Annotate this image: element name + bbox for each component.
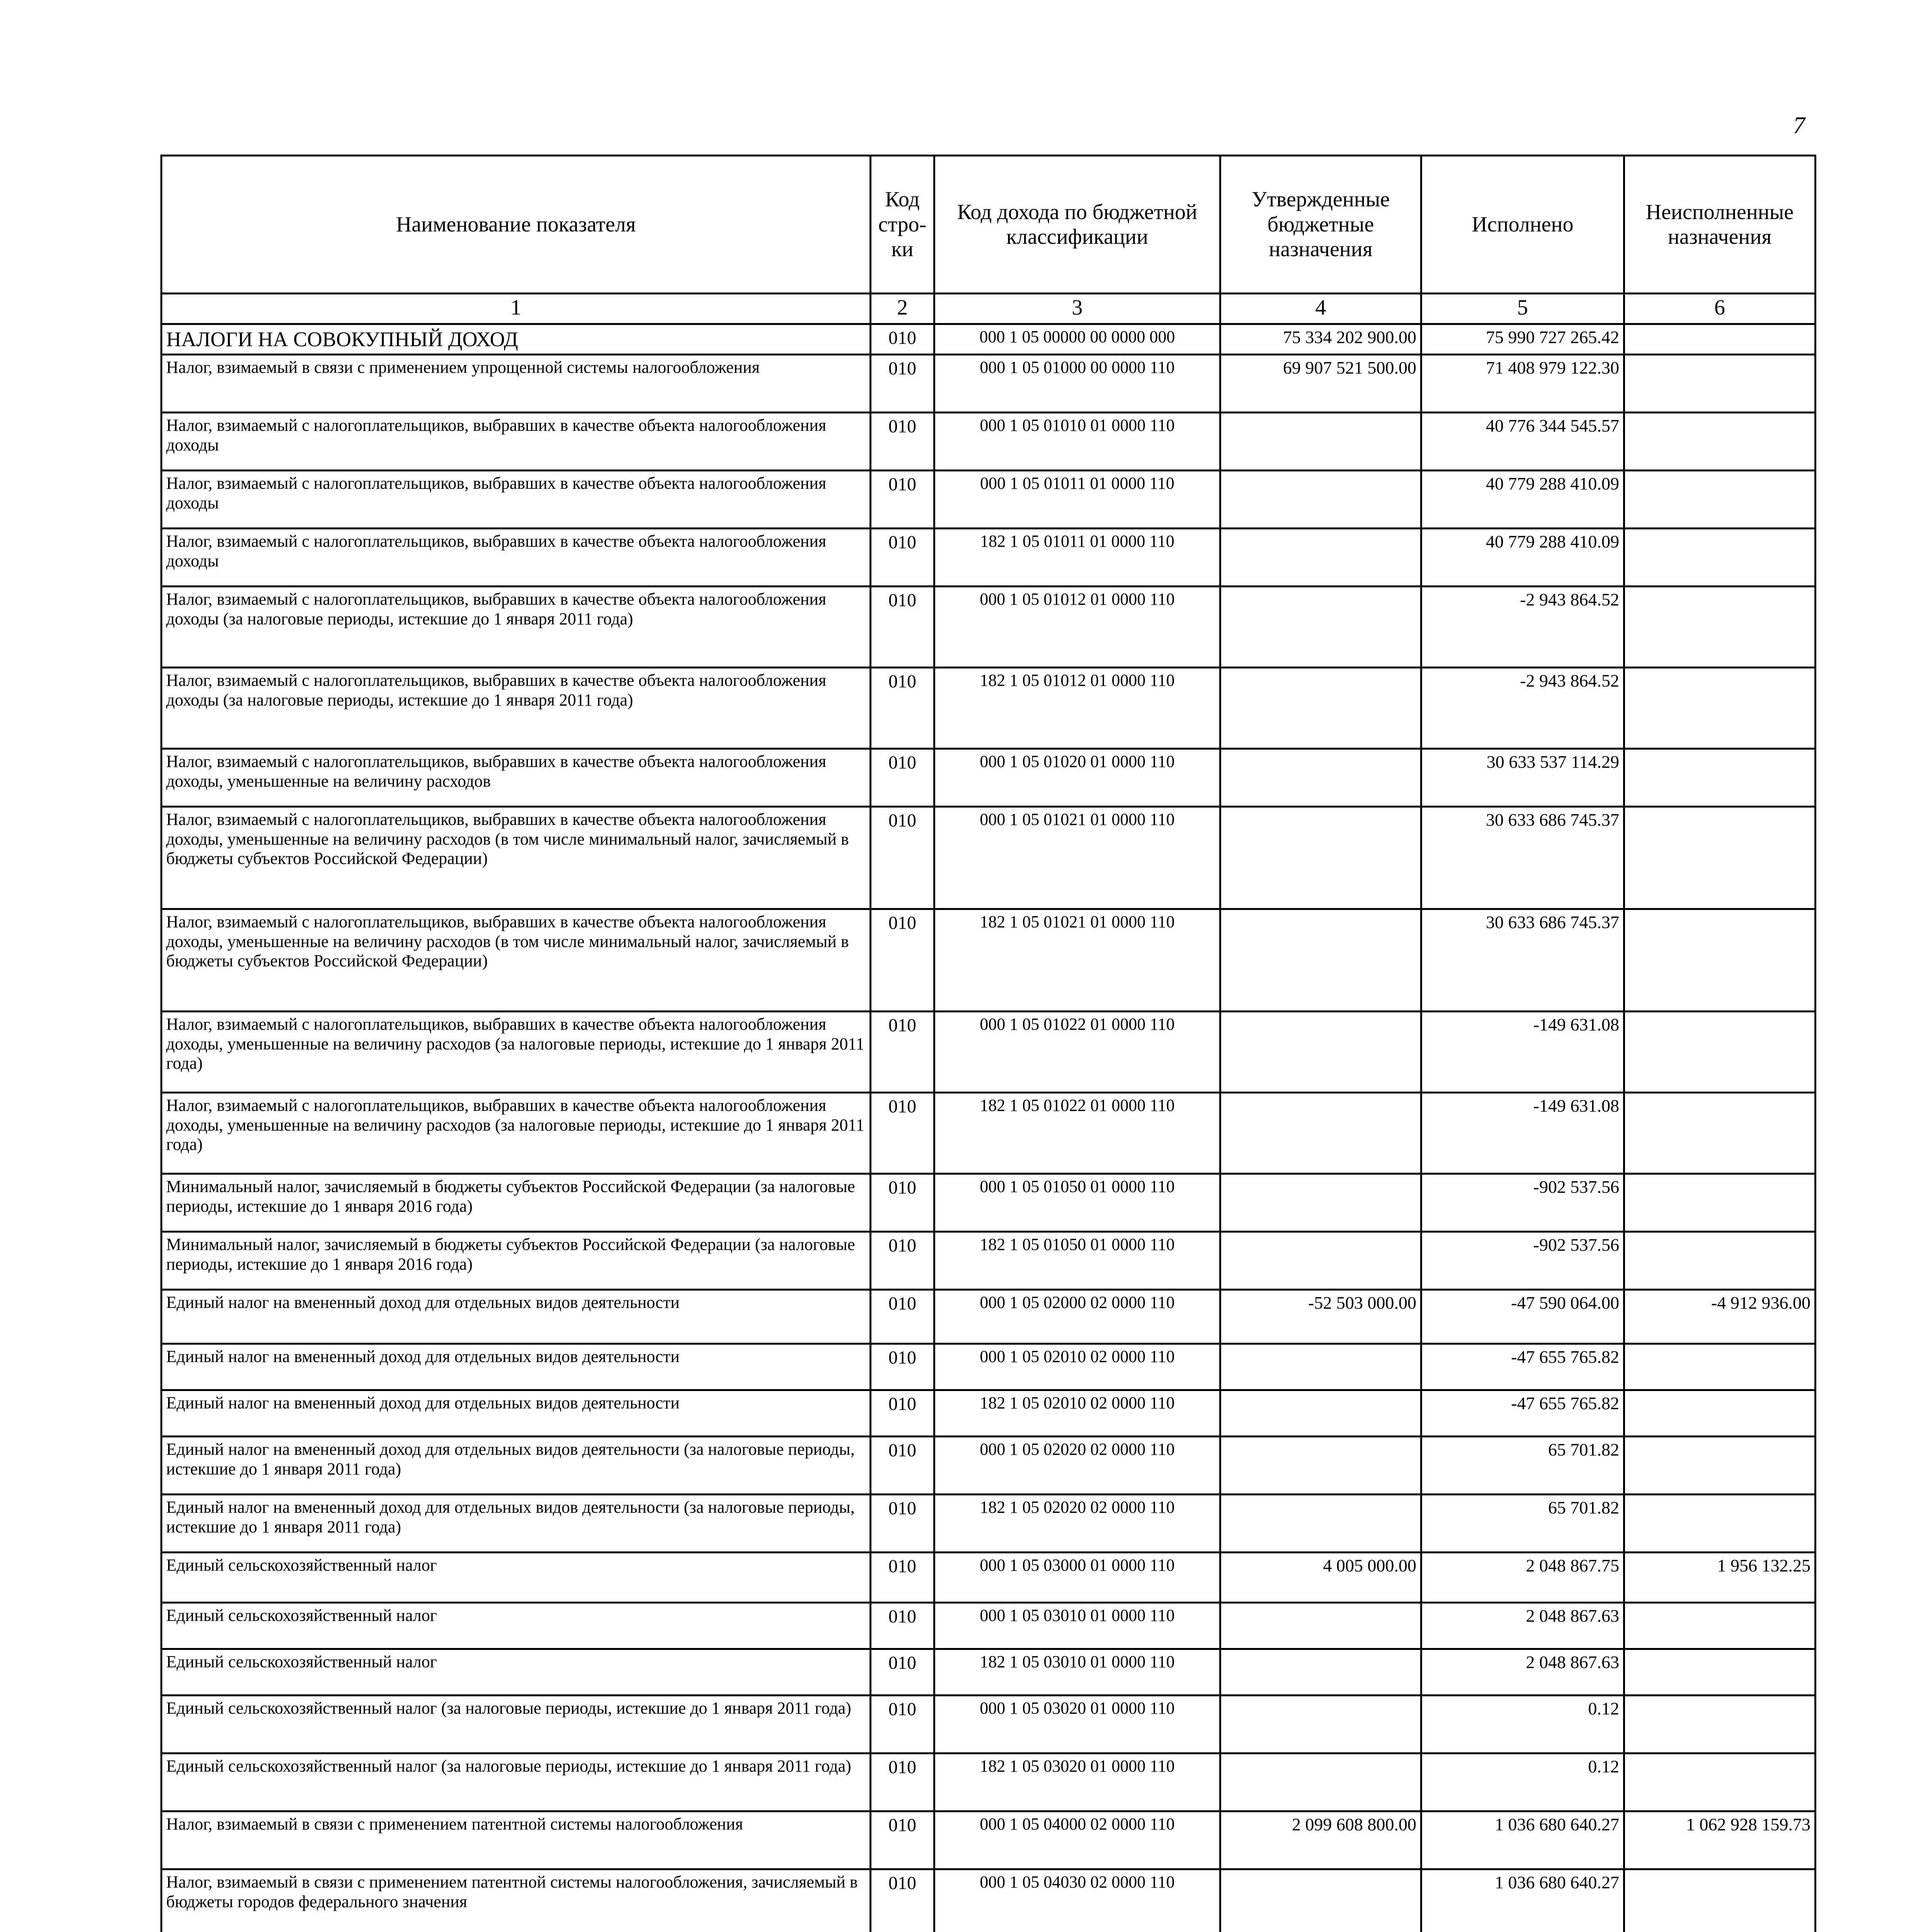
table-row	[162, 355, 1816, 413]
row-approved	[1220, 1696, 1421, 1753]
row-code: 010	[871, 1390, 934, 1437]
row-kbk: 000 1 05 01011 01 0000 110	[934, 471, 1220, 529]
row-kbk: 182 1 05 02020 02 0000 110	[934, 1495, 1220, 1553]
row-name: Налог, взимаемый с налогоплательщиков, выбравших в качестве объекта налогообложения доходы	[162, 471, 871, 529]
row-kbk: 182 1 05 03020 01 0000 110	[934, 1753, 1220, 1811]
row-kbk: 000 1 05 03020 01 0000 110	[934, 1696, 1220, 1753]
row-approved: 4 005 000.00	[1220, 1553, 1421, 1603]
header-executed: Исполнено	[1421, 156, 1624, 294]
table-row	[162, 1753, 1816, 1811]
row-approved	[1220, 1753, 1421, 1811]
row-code: 010	[871, 413, 934, 471]
table-row	[162, 1174, 1816, 1232]
header-unexecuted: Неисполненные назначения	[1624, 156, 1816, 294]
column-number: 3	[934, 294, 1220, 324]
row-name: Единый сельскохозяйственный налог	[162, 1649, 871, 1696]
row-executed: 2 048 867.75	[1421, 1553, 1624, 1603]
header-kbk: Код дохода по бюджетной классификации	[934, 156, 1220, 294]
row-executed: 65 701.82	[1421, 1437, 1624, 1495]
row-kbk: 000 1 05 00000 00 0000 000	[934, 324, 1220, 355]
table-row	[162, 587, 1816, 668]
row-executed: 40 779 288 410.09	[1421, 529, 1624, 587]
row-unexecuted	[1624, 587, 1816, 668]
row-approved	[1220, 1390, 1421, 1437]
row-name: Налог, взимаемый в связи с применением патентной системы налогообложения	[162, 1811, 871, 1869]
table-row	[162, 1390, 1816, 1437]
table-row	[162, 471, 1816, 529]
row-unexecuted	[1624, 1869, 1816, 1932]
row-name: Единый налог на вмененный доход для отдельных видов деятельности	[162, 1390, 871, 1437]
row-unexecuted	[1624, 909, 1816, 1012]
row-executed: -2 943 864.52	[1421, 668, 1624, 749]
table-row	[162, 1437, 1816, 1495]
row-unexecuted	[1624, 1390, 1816, 1437]
row-executed: -47 590 064.00	[1421, 1290, 1624, 1344]
row-kbk: 000 1 05 04000 02 0000 110	[934, 1811, 1220, 1869]
row-code: 010	[871, 1753, 934, 1811]
row-kbk: 000 1 05 02000 02 0000 110	[934, 1290, 1220, 1344]
row-approved	[1220, 1603, 1421, 1649]
row-kbk: 000 1 05 01012 01 0000 110	[934, 587, 1220, 668]
row-name: Налог, взимаемый с налогоплательщиков, выбравших в качестве объекта налогообложения доходы (за налоговые периоды, истекшие до 1 января 2011 года)	[162, 587, 871, 668]
row-executed: 75 990 727 265.42	[1421, 324, 1624, 355]
row-kbk: 182 1 05 01021 01 0000 110	[934, 909, 1220, 1012]
row-name: Единый налог на вмененный доход для отдельных видов деятельности (за налоговые периоды, истекшие до 1 января 2011 года)	[162, 1437, 871, 1495]
table-row	[162, 1696, 1816, 1753]
row-code: 010	[871, 324, 934, 355]
row-name: Налог, взимаемый с налогоплательщиков, выбравших в качестве объекта налогообложения доходы, уменьшенные на величину расходов	[162, 749, 871, 807]
row-kbk: 182 1 05 01012 01 0000 110	[934, 668, 1220, 749]
row-approved	[1220, 807, 1421, 909]
row-name: Минимальный налог, зачисляемый в бюджеты субъектов Российской Федерации (за налоговые периоды, истекшие до 1 января 2016 года)	[162, 1232, 871, 1290]
row-name: Единый налог на вмененный доход для отдельных видов деятельности (за налоговые периоды, истекшие до 1 января 2011 года)	[162, 1495, 871, 1553]
row-name: Налог, взимаемый с налогоплательщиков, выбравших в качестве объекта налогообложения доходы, уменьшенные на величину расходов (в том числе минимальный налог, зачисляемый в бюджеты субъектов Российской Федерации)	[162, 807, 871, 909]
row-unexecuted	[1624, 1093, 1816, 1174]
row-executed: -2 943 864.52	[1421, 587, 1624, 668]
row-approved	[1220, 587, 1421, 668]
row-unexecuted	[1624, 1696, 1816, 1753]
row-kbk: 000 1 05 03010 01 0000 110	[934, 1603, 1220, 1649]
row-executed: 1 036 680 640.27	[1421, 1869, 1624, 1932]
row-approved	[1220, 1344, 1421, 1390]
row-approved: 75 334 202 900.00	[1220, 324, 1421, 355]
row-unexecuted	[1624, 355, 1816, 413]
budget-execution-table	[160, 155, 1816, 1932]
row-executed: 71 408 979 122.30	[1421, 355, 1624, 413]
row-approved: -52 503 000.00	[1220, 1290, 1421, 1344]
table-row	[162, 1012, 1816, 1093]
table-row	[162, 909, 1816, 1012]
row-approved	[1220, 749, 1421, 807]
column-number: 6	[1624, 294, 1816, 324]
row-approved	[1220, 471, 1421, 529]
row-executed: -47 655 765.82	[1421, 1390, 1624, 1437]
row-unexecuted	[1624, 749, 1816, 807]
table-row	[162, 1290, 1816, 1344]
row-unexecuted: 1 956 132.25	[1624, 1553, 1816, 1603]
row-approved	[1220, 1869, 1421, 1932]
table-row	[162, 1344, 1816, 1390]
row-kbk: 182 1 05 03010 01 0000 110	[934, 1649, 1220, 1696]
row-code: 010	[871, 1495, 934, 1553]
row-code: 010	[871, 1290, 934, 1344]
row-code: 010	[871, 807, 934, 909]
row-approved: 2 099 608 800.00	[1220, 1811, 1421, 1869]
row-kbk: 000 1 05 01010 01 0000 110	[934, 413, 1220, 471]
row-name: Единый сельскохозяйственный налог (за налоговые периоды, истекшие до 1 января 2011 года)	[162, 1696, 871, 1753]
table-row	[162, 1649, 1816, 1696]
table-row	[162, 413, 1816, 471]
row-kbk: 000 1 05 04030 02 0000 110	[934, 1869, 1220, 1932]
row-kbk: 182 1 05 02010 02 0000 110	[934, 1390, 1220, 1437]
row-code: 010	[871, 1553, 934, 1603]
column-number: 4	[1220, 294, 1421, 324]
column-number: 2	[871, 294, 934, 324]
row-executed: 30 633 686 745.37	[1421, 807, 1624, 909]
row-name: Налог, взимаемый с налогоплательщиков, выбравших в качестве объекта налогообложения доходы (за налоговые периоды, истекшие до 1 января 2011 года)	[162, 668, 871, 749]
column-number-row	[162, 294, 1816, 324]
row-executed: 2 048 867.63	[1421, 1603, 1624, 1649]
row-approved	[1220, 413, 1421, 471]
row-kbk: 000 1 05 01020 01 0000 110	[934, 749, 1220, 807]
table-row	[162, 1093, 1816, 1174]
row-code: 010	[871, 1869, 934, 1932]
table-row	[162, 529, 1816, 587]
row-name: Налог, взимаемый в связи с применением упрощенной системы налогообложения	[162, 355, 871, 413]
row-executed: 30 633 686 745.37	[1421, 909, 1624, 1012]
row-executed: 0.12	[1421, 1753, 1624, 1811]
row-name: Единый налог на вмененный доход для отдельных видов деятельности	[162, 1290, 871, 1344]
row-name: Налог, взимаемый с налогоплательщиков, выбравших в качестве объекта налогообложения доходы, уменьшенные на величину расходов (за налоговые периоды, истекшие до 1 января 2011 года)	[162, 1012, 871, 1093]
row-code: 010	[871, 1649, 934, 1696]
row-code: 010	[871, 1093, 934, 1174]
row-kbk: 000 1 05 02020 02 0000 110	[934, 1437, 1220, 1495]
table-row	[162, 1811, 1816, 1869]
row-executed: -149 631.08	[1421, 1012, 1624, 1093]
row-approved	[1220, 1649, 1421, 1696]
page-number: 7	[1793, 112, 1805, 139]
row-executed: 1 036 680 640.27	[1421, 1811, 1624, 1869]
row-executed: 30 633 537 114.29	[1421, 749, 1624, 807]
row-code: 010	[871, 668, 934, 749]
row-unexecuted	[1624, 1174, 1816, 1232]
row-executed: -149 631.08	[1421, 1093, 1624, 1174]
row-executed: 0.12	[1421, 1696, 1624, 1753]
row-kbk: 000 1 05 01022 01 0000 110	[934, 1012, 1220, 1093]
header-approved: Утвержденные бюджетные назначения	[1220, 156, 1421, 294]
header-name: Наименование показателя	[162, 156, 871, 294]
row-code: 010	[871, 1811, 934, 1869]
row-kbk: 000 1 05 02010 02 0000 110	[934, 1344, 1220, 1390]
row-executed: -902 537.56	[1421, 1174, 1624, 1232]
row-unexecuted	[1624, 324, 1816, 355]
table-row	[162, 1869, 1816, 1932]
row-executed: -902 537.56	[1421, 1232, 1624, 1290]
row-approved	[1220, 909, 1421, 1012]
row-code: 010	[871, 749, 934, 807]
table-row	[162, 1553, 1816, 1603]
row-name: Минимальный налог, зачисляемый в бюджеты субъектов Российской Федерации (за налоговые периоды, истекшие до 1 января 2016 года)	[162, 1174, 871, 1232]
table-row	[162, 324, 1816, 355]
row-unexecuted	[1624, 1437, 1816, 1495]
row-code: 010	[871, 587, 934, 668]
row-unexecuted: -4 912 936.00	[1624, 1290, 1816, 1344]
row-unexecuted	[1624, 1344, 1816, 1390]
row-name: Налог, взимаемый с налогоплательщиков, выбравших в качестве объекта налогообложения доходы, уменьшенные на величину расходов (за налоговые периоды, истекшие до 1 января 2011 года)	[162, 1093, 871, 1174]
row-unexecuted	[1624, 1495, 1816, 1553]
row-code: 010	[871, 1012, 934, 1093]
row-code: 010	[871, 355, 934, 413]
row-code: 010	[871, 1603, 934, 1649]
row-name: Единый налог на вмененный доход для отдельных видов деятельности	[162, 1344, 871, 1390]
row-name: Единый сельскохозяйственный налог	[162, 1553, 871, 1603]
row-unexecuted	[1624, 471, 1816, 529]
row-unexecuted	[1624, 668, 1816, 749]
row-approved	[1220, 1174, 1421, 1232]
row-kbk: 000 1 05 01021 01 0000 110	[934, 807, 1220, 909]
row-kbk: 182 1 05 01022 01 0000 110	[934, 1093, 1220, 1174]
row-kbk: 000 1 05 01000 00 0000 110	[934, 355, 1220, 413]
header-row	[162, 156, 1816, 294]
table-row	[162, 749, 1816, 807]
row-executed: 40 776 344 545.57	[1421, 413, 1624, 471]
row-approved: 69 907 521 500.00	[1220, 355, 1421, 413]
header-code: Код стро- ки	[871, 156, 934, 294]
row-approved	[1220, 1093, 1421, 1174]
row-code: 010	[871, 1174, 934, 1232]
row-name: Налог, взимаемый с налогоплательщиков, выбравших в качестве объекта налогообложения доходы	[162, 529, 871, 587]
row-unexecuted	[1624, 1753, 1816, 1811]
row-kbk: 182 1 05 01050 01 0000 110	[934, 1232, 1220, 1290]
row-approved	[1220, 1012, 1421, 1093]
row-unexecuted	[1624, 413, 1816, 471]
row-code: 010	[871, 1232, 934, 1290]
row-code: 010	[871, 909, 934, 1012]
row-name: Налог, взимаемый в связи с применением патентной системы налогообложения, зачисляемый в бюджеты городов федерального значения	[162, 1869, 871, 1932]
row-approved	[1220, 1232, 1421, 1290]
row-executed: 40 779 288 410.09	[1421, 471, 1624, 529]
row-approved	[1220, 1495, 1421, 1553]
row-name: Единый сельскохозяйственный налог (за налоговые периоды, истекшие до 1 января 2011 года)	[162, 1753, 871, 1811]
row-unexecuted	[1624, 1232, 1816, 1290]
row-unexecuted	[1624, 1649, 1816, 1696]
row-executed: -47 655 765.82	[1421, 1344, 1624, 1390]
row-kbk: 000 1 05 03000 01 0000 110	[934, 1553, 1220, 1603]
row-executed: 2 048 867.63	[1421, 1649, 1624, 1696]
column-number: 1	[162, 294, 871, 324]
row-approved	[1220, 1437, 1421, 1495]
row-executed: 65 701.82	[1421, 1495, 1624, 1553]
row-name: НАЛОГИ НА СОВОКУПНЫЙ ДОХОД	[162, 324, 871, 355]
row-name: Налог, взимаемый с налогоплательщиков, выбравших в качестве объекта налогообложения доходы, уменьшенные на величину расходов (в том числе минимальный налог, зачисляемый в бюджеты субъектов Российской Федерации)	[162, 909, 871, 1012]
row-code: 010	[871, 1437, 934, 1495]
row-unexecuted	[1624, 1012, 1816, 1093]
row-code: 010	[871, 471, 934, 529]
row-code: 010	[871, 1696, 934, 1753]
row-unexecuted	[1624, 529, 1816, 587]
table-row	[162, 1232, 1816, 1290]
row-unexecuted	[1624, 807, 1816, 909]
table-row	[162, 807, 1816, 909]
column-number: 5	[1421, 294, 1624, 324]
table-row	[162, 1603, 1816, 1649]
row-unexecuted: 1 062 928 159.73	[1624, 1811, 1816, 1869]
row-code: 010	[871, 529, 934, 587]
table-row	[162, 1495, 1816, 1553]
row-approved	[1220, 529, 1421, 587]
row-approved	[1220, 668, 1421, 749]
row-unexecuted	[1624, 1603, 1816, 1649]
row-code: 010	[871, 1344, 934, 1390]
row-name: Единый сельскохозяйственный налог	[162, 1603, 871, 1649]
row-kbk: 182 1 05 01011 01 0000 110	[934, 529, 1220, 587]
row-name: Налог, взимаемый с налогоплательщиков, выбравших в качестве объекта налогообложения доходы	[162, 413, 871, 471]
table-body	[162, 324, 1816, 1932]
row-kbk: 000 1 05 01050 01 0000 110	[934, 1174, 1220, 1232]
table-row	[162, 668, 1816, 749]
